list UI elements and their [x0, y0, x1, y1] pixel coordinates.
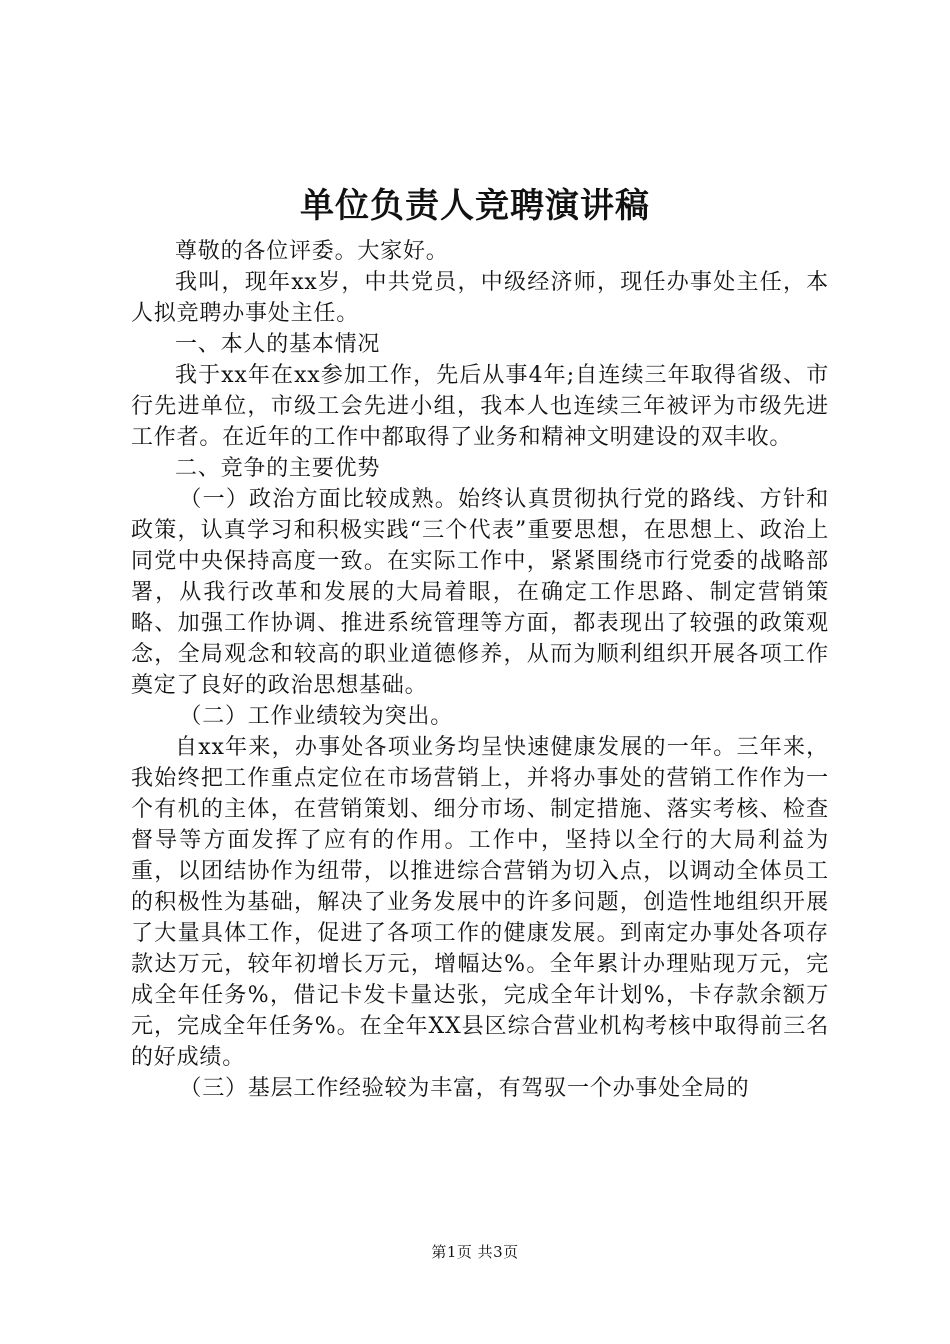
section-heading-advantages: 二、竞争的主要优势 [175, 456, 381, 481]
performance-paragraph: 自xx年来，办事处各项业务均呈快速健康发展的一年。三年来，我始终把工作重点定位在市场营销上，并将办事处的营销工作作为一个有机的主体，在营销策划、细分市场、制定措施、落实考核、检查督导等方面发挥了应有的作用。工作中，坚持以全行的大局利益为重，以团结协作为纽带，以推进综合营销为切入点，以调动全体员工的积极性为基础，解决了业务发展中的许多问题，创造性地组织开展了大量具体工作，促进了各项工作的健康发展。到南定办事处各项存款达万元，较年初增长万元，增幅达%。全年累计办理贴现万元，完成全年任务%，借记卡发卡量达张，完成全年计划%，卡存款余额万元，完成全年任务%。在全年XX县区综合营业机构考核中取得前三名的好成绩。 [131, 735, 829, 1070]
advantage-political-paragraph: （一）政治方面比较成熟。始终认真贯彻执行党的路线、方针和政策，认真学习和积极实践“三个代表”重要思想，在思想上、政治上同党中央保持高度一致。在实际工作中，紧紧围绕市行党委的战略部署，从我行改革和发展的大局着眼，在确定工作思路、制定营销策略、加强工作协调、推进系统管理等方面，都表现出了较强的政策观念，全局观念和较高的职业道德修养，从而为顺利组织开展各项工作奠定了良好的政治思想基础。 [131, 487, 829, 698]
greeting-paragraph: 尊敬的各位评委。大家好。 [175, 239, 449, 264]
intro-paragraph: 我叫，现年xx岁，中共党员，中级经济师，现任办事处主任，本人拟竞聘办事处主任。 [131, 270, 829, 326]
advantage-performance-heading: （二）工作业绩较为突出。 [179, 704, 453, 729]
document-title: 单位负责人竞聘演讲稿 [300, 186, 650, 226]
advantage-experience-paragraph: （三）基层工作经验较为丰富，有驾驭一个办事处全局的 [179, 1076, 750, 1101]
page-footer: 第1页 共3页 [431, 1243, 519, 1261]
document-body [131, 236, 829, 1104]
basic-info-paragraph: 我于xx年在xx参加工作，先后从事4年;自连续三年取得省级、市行先进单位，市级工会先进小组，我本人也连续三年被评为市级先进工作者。在近年的工作中都取得了业务和精神文明建设的双丰收。 [131, 363, 829, 450]
section-heading-basic-info: 一、本人的基本情况 [175, 332, 381, 357]
